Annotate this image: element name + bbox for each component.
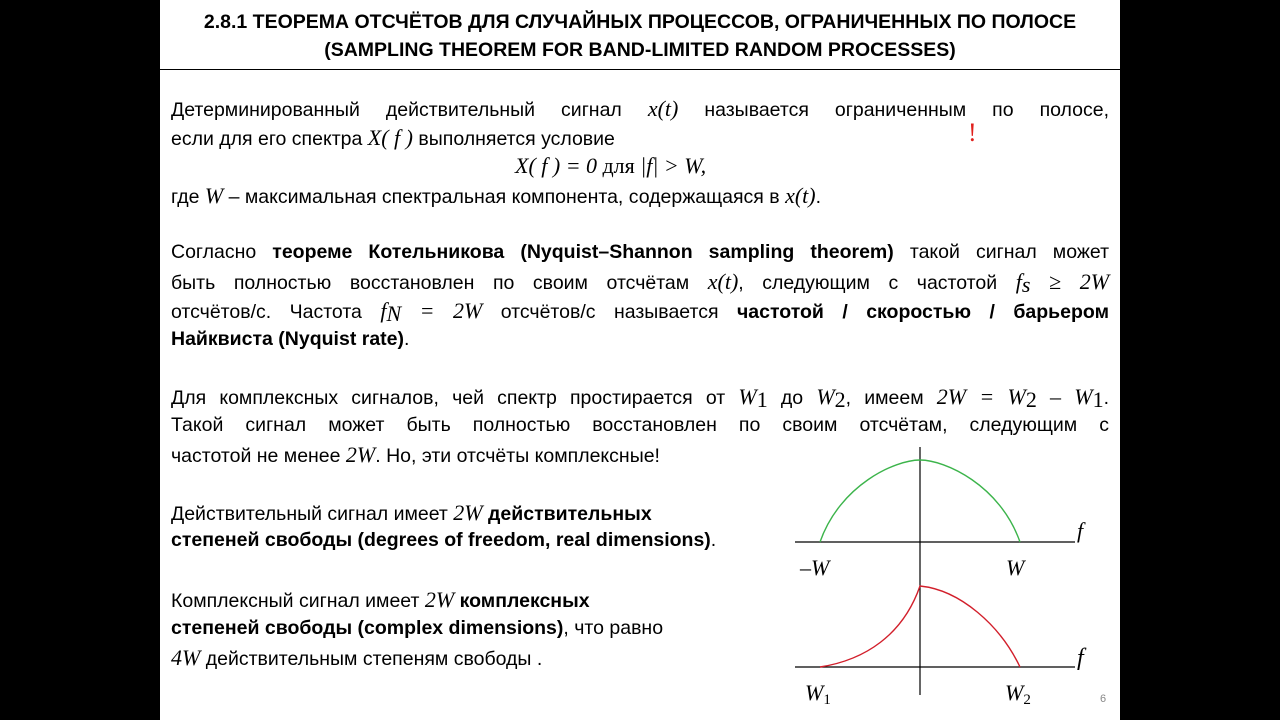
W1-symbol: W <box>805 680 824 705</box>
formula-lhs: X( f ) = 0 <box>515 153 598 178</box>
fN-relation: = 2W <box>419 298 483 323</box>
p1-line-3 <box>171 181 821 212</box>
slide <box>160 0 1120 720</box>
p3-eq-b: – W <box>1049 384 1093 409</box>
title-line-2: (SAMPLING THEOREM FOR BAND-LIMITED RANDOM PROCESSES) <box>324 39 956 61</box>
W2-subscript: 2 <box>1023 692 1031 708</box>
fs-subscript: s <box>1021 272 1031 297</box>
p3-text-c: , имеем <box>845 387 924 409</box>
p5-line-2 <box>171 614 663 643</box>
top-axis-f-label: f <box>1077 518 1084 543</box>
p3-text-d: Такой сигнал может быть полностью восстановлен по своим отсчётам, следующим с <box>171 414 1109 436</box>
p2-text-a: Согласно <box>171 241 257 263</box>
p3-W1: W <box>738 384 757 409</box>
p3-text-e: частотой не менее <box>171 445 341 467</box>
p4-text-a: Действительный сигнал имеет <box>171 503 448 525</box>
kotelnikov-theorem-term: теореме Котельникова (Nyquist–Shannon sampling theorem) <box>272 241 894 263</box>
p3-eq-sub1: 1 <box>1092 387 1104 412</box>
p1-math-W: W <box>204 183 224 208</box>
p3-eq-end: . <box>1103 387 1109 409</box>
p3-eq-sub2: 2 <box>1025 387 1037 412</box>
p2-text-d: , следующим с частотой <box>738 272 998 294</box>
p2-text-b: такой сигнал может <box>909 241 1109 263</box>
p5-line-3 <box>171 643 542 674</box>
complex-dof-term-1: комплексных <box>459 590 590 612</box>
p5-4W: 4W <box>171 645 201 670</box>
p5-text-c: действительным степеням свободы . <box>205 648 543 670</box>
formula-rhs: |f| > W, <box>640 153 707 178</box>
p5-text-b: , что равно <box>563 617 664 639</box>
complex-dof-term-2: степеней свободы (complex dimensions) <box>171 617 564 639</box>
p2-text-f: отсчётов/с называется <box>500 301 719 323</box>
p5-2W: 2W <box>424 587 455 612</box>
W1-label <box>805 680 831 708</box>
p3-line-1 <box>171 382 1109 413</box>
page-number: 6 <box>1100 693 1107 705</box>
p3-text-a: Для комплексных сигналов, чей спектр простирается от <box>171 387 726 409</box>
fs-symbol: f <box>1015 269 1022 294</box>
p1-math-x-t-2: x(t) <box>785 183 816 208</box>
real-dof-term-1: действительных <box>488 503 652 525</box>
p1-math-x-t: x(t) <box>647 96 679 121</box>
spectrum-diagram <box>785 445 1105 715</box>
p3-W2-sub: 2 <box>834 387 846 412</box>
p2-text-c: быть полностью восстановлен по своим отсчётам <box>171 272 690 294</box>
p4-line-1 <box>171 498 652 529</box>
p5-text-a: Комплексный сигнал имеет <box>171 590 420 612</box>
p3-W2: W <box>816 384 835 409</box>
p2-math-x-t: x(t) <box>707 269 739 294</box>
p1-line-2 <box>171 123 615 154</box>
p2-line-2 <box>171 267 1109 298</box>
W1-subscript: 1 <box>823 692 831 708</box>
formula-word: для <box>602 153 635 178</box>
real-dof-term-2: степеней свободы (degrees of freedom, real dimensions) <box>171 529 711 551</box>
p1-text-a: Детерминированный действительный сигнал <box>171 99 622 121</box>
p2-text-e: отсчётов/с. Частота <box>171 301 362 323</box>
p2-line-3 <box>171 296 1109 327</box>
p3-line-3 <box>171 440 660 471</box>
p3-eq-a: 2W = W <box>936 384 1026 409</box>
p2-text-g: . <box>404 328 410 350</box>
fN-subscript: N <box>386 301 402 326</box>
nyquist-terms-2: Найквиста (Nyquist rate) <box>171 328 404 350</box>
title-divider <box>160 69 1120 70</box>
fN-symbol: f <box>380 298 387 323</box>
p1-text-f: – максимальная спектральная компонента, содержащаяся в <box>228 186 780 208</box>
p1-math-X-f: X( f ) <box>367 125 413 150</box>
p1-formula <box>515 151 706 182</box>
exclamation-mark: ! <box>968 118 977 147</box>
p1-text-g: . <box>815 186 822 208</box>
p3-text-b: до <box>780 387 804 409</box>
p1-text-c: если для его спектра <box>171 128 363 150</box>
p2-line-4 <box>171 325 409 354</box>
p5-line-1 <box>171 585 590 616</box>
p3-line-2 <box>171 411 1109 440</box>
p4-line-2 <box>171 526 716 555</box>
p3-W1-sub: 1 <box>756 387 768 412</box>
p1-text-b: называется ограниченным по полосе, <box>704 99 1109 121</box>
nyquist-terms-1: частотой / скоростью / барьером <box>736 301 1109 323</box>
p3-text-f: . Но, эти отсчёты комплексные! <box>375 445 660 467</box>
W2-label <box>1005 680 1031 708</box>
p3-2W: 2W <box>345 442 376 467</box>
slide-title <box>160 8 1120 64</box>
title-line-1: 2.8.1 ТЕОРЕМА ОТСЧЁТОВ ДЛЯ СЛУЧАЙНЫХ ПРОЦЕССОВ, ОГРАНИЧЕННЫХ ПО ПОЛОСЕ <box>203 11 1077 33</box>
fs-relation: ≥ 2W <box>1048 269 1110 294</box>
neg-W-label: –W <box>800 555 830 580</box>
p4-2W: 2W <box>453 500 483 525</box>
p1-text-d: выполняется условие <box>418 128 615 150</box>
p2-line-1 <box>171 238 1109 267</box>
W2-symbol: W <box>1005 680 1024 705</box>
pos-W-label: W <box>1006 555 1025 580</box>
p4-text-b: . <box>710 529 717 551</box>
bottom-axis-f-label: f <box>1077 645 1084 671</box>
p1-text-e: где <box>171 186 200 208</box>
